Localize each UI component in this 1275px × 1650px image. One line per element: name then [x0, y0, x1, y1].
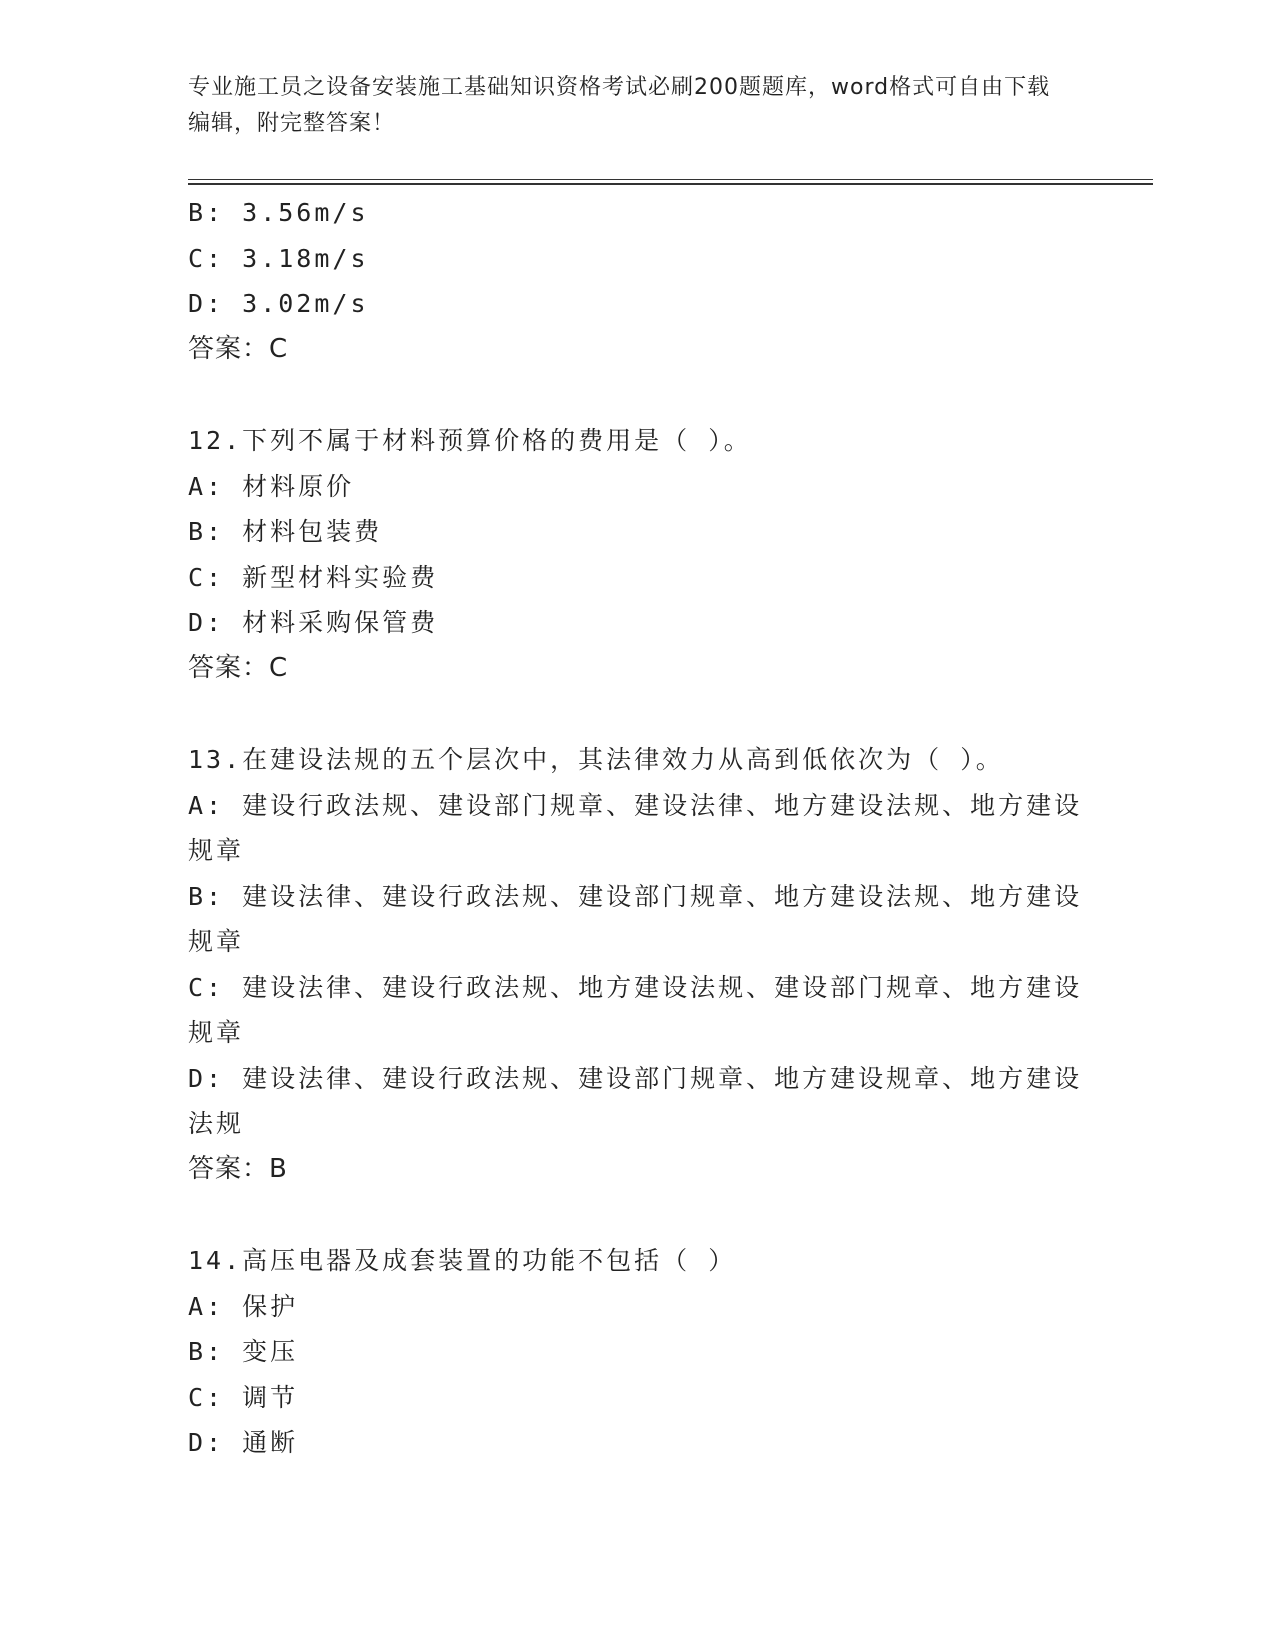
question-spacer	[188, 372, 1088, 418]
answer-line: 答案：B	[188, 1153, 288, 1184]
option-c: C: 3.18m/s	[188, 243, 369, 273]
option-a: A: 保护	[188, 1291, 299, 1321]
document-header: 专业施工员之设备安装施工基础知识资格考试必刷200题题库，word格式可自由下载编辑，附完整答案！	[188, 75, 1051, 136]
option-c: C: 新型材料实验费	[188, 562, 439, 592]
question-spacer	[188, 1192, 1088, 1238]
option-d: D: 通断	[188, 1428, 299, 1457]
option-d: D: 材料采购保管费	[188, 608, 439, 637]
option-b: B: 变压	[188, 1337, 299, 1366]
option-b: B: 材料包装费	[188, 517, 383, 546]
question-11	[188, 190, 1088, 372]
option-d: D: 建设法律、建设行政法规、建设部门规章、地方建设规章、地方建设法规	[188, 1063, 1083, 1138]
question-list	[188, 190, 1088, 1466]
option-a: A: 材料原价	[188, 471, 355, 501]
question-14	[188, 1238, 1088, 1466]
question-text: 12.下列不属于材料预算价格的费用是（ ）。	[188, 426, 752, 455]
header-divider-thin	[188, 179, 1153, 180]
header-divider-thick	[188, 183, 1153, 185]
option-b: B: 建设法律、建设行政法规、建设部门规章、地方建设法规、地方建设规章	[188, 881, 1083, 956]
option-b: B: 3.56m/s	[188, 198, 369, 227]
question-spacer	[188, 691, 1088, 737]
option-c: C: 建设法律、建设行政法规、地方建设法规、建设部门规章、地方建设规章	[188, 972, 1083, 1047]
answer-line: 答案：C	[188, 333, 289, 364]
question-13	[188, 737, 1088, 1192]
question-text: 13.在建设法规的五个层次中，其法律效力从高到低依次为（ ）。	[188, 745, 1004, 774]
option-d: D: 3.02m/s	[188, 289, 369, 318]
option-c: C: 调节	[188, 1382, 299, 1412]
answer-line: 答案：C	[188, 652, 289, 683]
question-12	[188, 418, 1088, 691]
question-text: 14.高压电器及成套装置的功能不包括（ ）	[188, 1246, 737, 1275]
option-a: A: 建设行政法规、建设部门规章、建设法律、地方建设法规、地方建设规章	[188, 790, 1083, 865]
